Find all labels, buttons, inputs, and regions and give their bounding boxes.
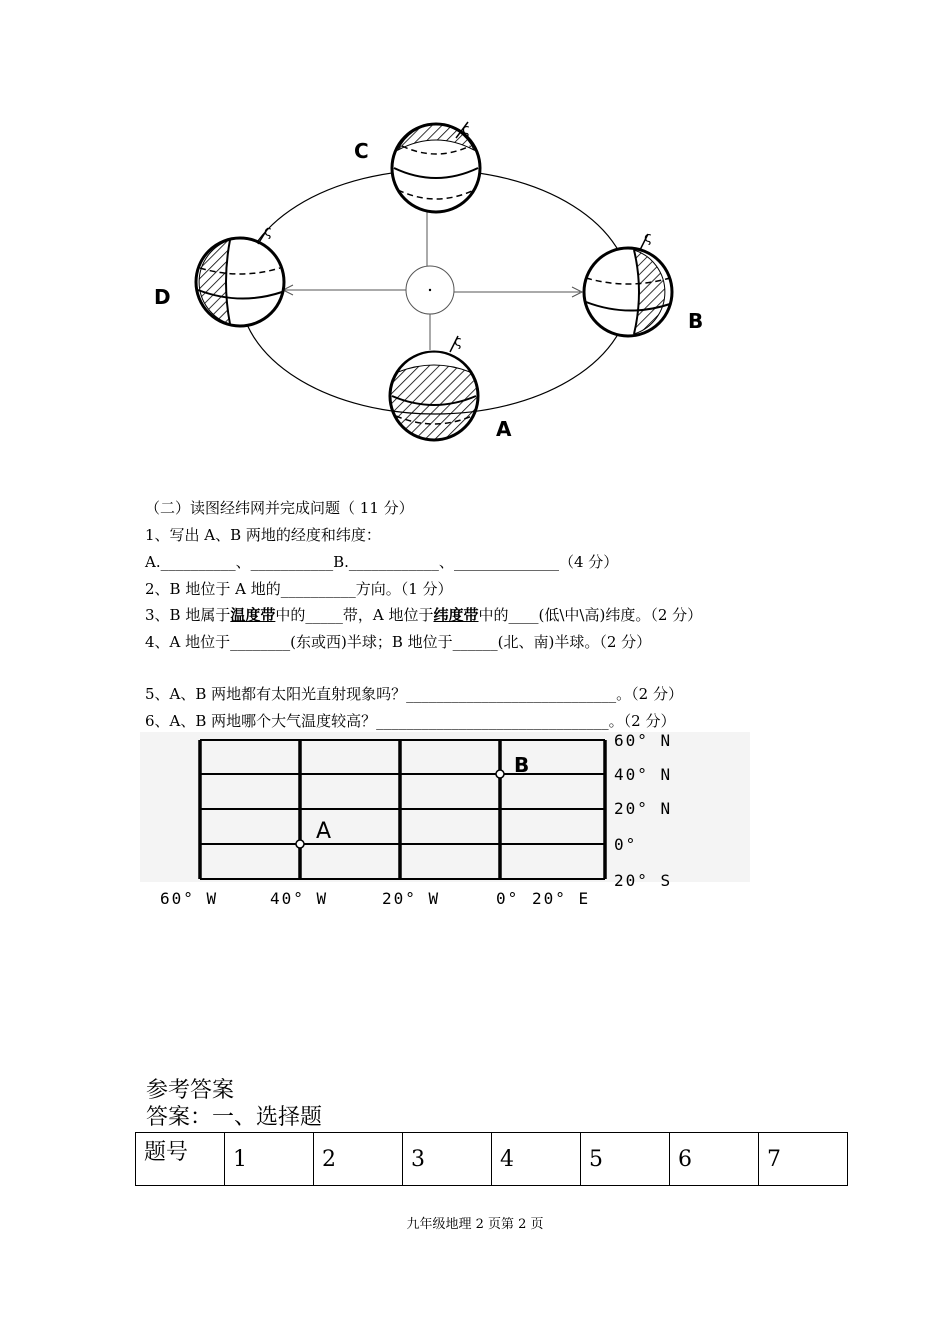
table-cell: 1 xyxy=(225,1133,314,1186)
label-d: D xyxy=(154,285,171,309)
label-b: B xyxy=(688,309,704,333)
question-6: 6、A、B 两地哪个大气温度较高？_______________________________。（2 分） xyxy=(145,712,676,730)
point-b-label: B xyxy=(514,753,530,777)
page-footer: 九年级地理 2 页第 2 页 xyxy=(406,1217,544,1232)
lat-lon-grid xyxy=(140,732,750,910)
table-cell: 2 xyxy=(314,1133,403,1186)
table-cell: 6 xyxy=(670,1133,759,1186)
label-a: A xyxy=(496,417,512,441)
svg-text:ς: ς xyxy=(454,334,463,350)
lon-label: 60° W xyxy=(160,889,219,908)
svg-text:ς: ς xyxy=(264,224,273,240)
question-3: 3、B 地属于温度带中的_____带，A 地位于纬度带中的____(低\中\高)纬度。（2 分） xyxy=(145,606,703,624)
globe-c xyxy=(392,122,480,212)
lon-label: 0° xyxy=(496,889,520,908)
table-cell: 5 xyxy=(581,1133,670,1186)
globe-b xyxy=(584,230,672,336)
lat-label: 60° N xyxy=(614,732,673,750)
lat-label: 0° xyxy=(614,835,638,854)
lat-label: 20° N xyxy=(614,799,673,818)
label-c: C xyxy=(354,139,369,163)
lon-label: 20° W xyxy=(382,889,441,908)
lat-label: 20° S xyxy=(614,871,673,890)
question-4: 4、A 地位于________(东或西)半球；B 地位于______(北、南)半球。（2 分） xyxy=(145,633,652,651)
earth-orbit-diagram xyxy=(140,110,740,470)
table-row xyxy=(136,1133,848,1186)
question-2: 2、B 地位于 A 地的__________方向。（1 分） xyxy=(145,580,453,598)
globe-d xyxy=(196,224,284,326)
lat-label: 40° N xyxy=(614,765,673,784)
answers-heading: 参考答案 xyxy=(146,1078,235,1103)
question-1: 1、写出 A、B 两地的经度和纬度： xyxy=(145,526,381,544)
question-1-blanks: A.__________、___________B.____________、______________（4 分） xyxy=(145,553,619,571)
table-cell: 题号 xyxy=(136,1133,225,1186)
section-title: （二）读图经纬网并完成问题（ 11 分） xyxy=(145,499,414,517)
table-cell: 7 xyxy=(759,1133,848,1186)
svg-text:ς: ς xyxy=(644,230,653,246)
question-5: 5、A、B 两地都有太阳光直射现象吗？____________________________。（2 分） xyxy=(145,685,683,703)
lon-label: 40° W xyxy=(270,889,329,908)
point-a xyxy=(296,840,304,848)
svg-text:ς: ς xyxy=(462,122,471,138)
answer-table xyxy=(135,1132,848,1186)
lon-label: 20° E xyxy=(532,889,591,908)
table-cell: 4 xyxy=(492,1133,581,1186)
table-cell: 3 xyxy=(403,1133,492,1186)
globe-a xyxy=(390,334,478,440)
point-a-label: A xyxy=(316,819,332,844)
point-b xyxy=(496,770,504,778)
answers-subheading: 答案：一、选择题 xyxy=(146,1105,323,1130)
